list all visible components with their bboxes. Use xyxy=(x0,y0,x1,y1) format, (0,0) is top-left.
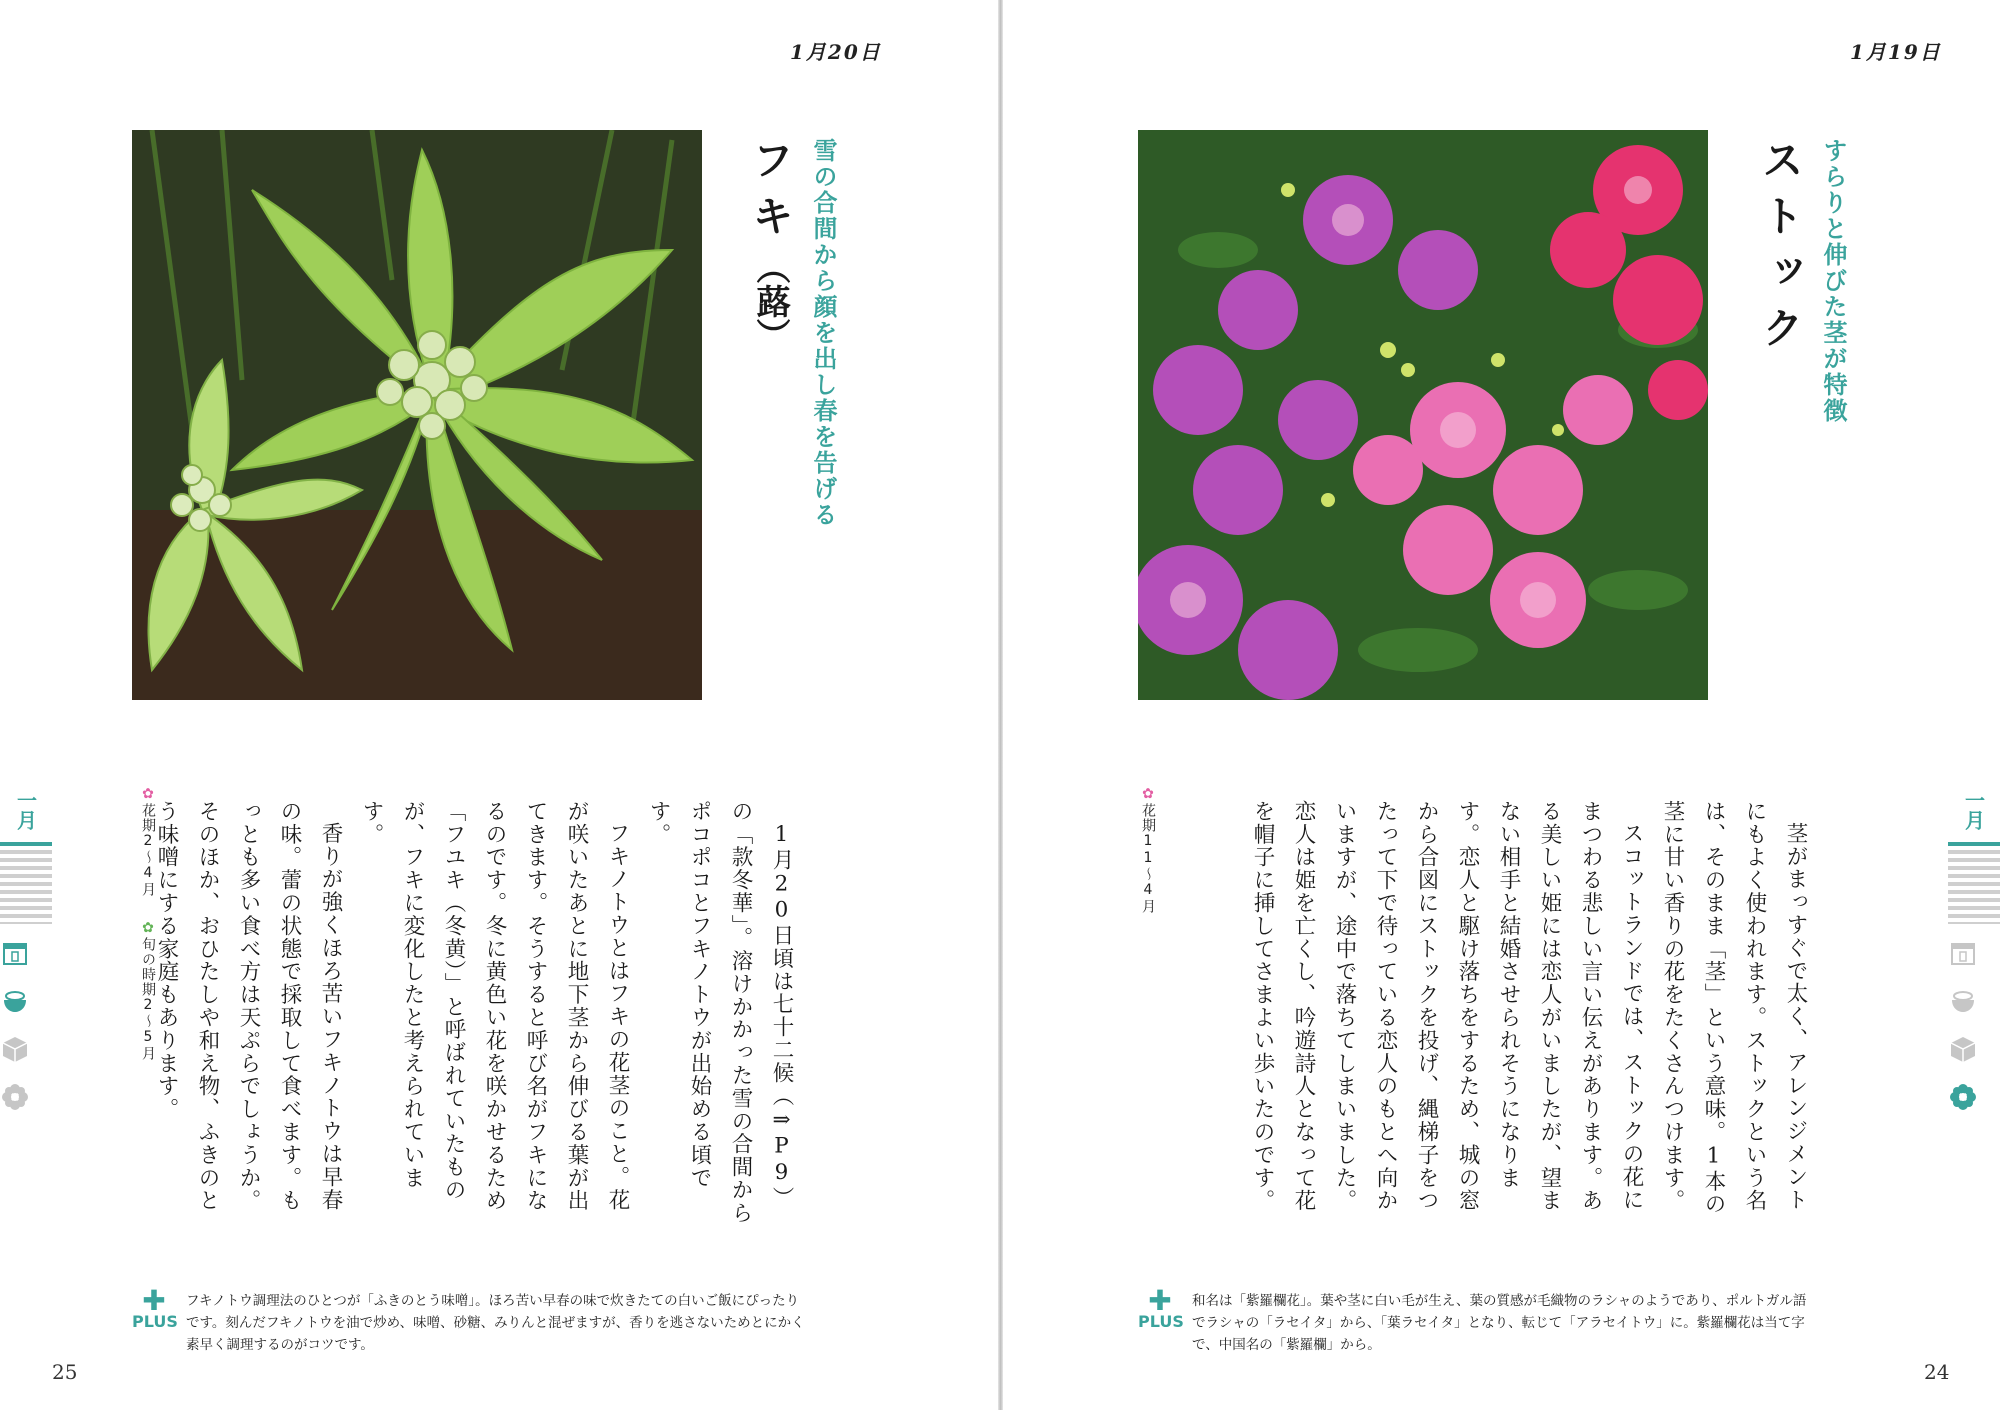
body-paragraph: フキノトウとはフキの花茎のこと。花が咲いたあとに地下茎から伸びる葉が出てきます。そうすると呼び名がフキになるのです。冬に黄色い花を咲かせるため「フユキ（冬黄）」と呼ばれていたものが、フキに変化したと考えられています。 xyxy=(359,800,630,1213)
fuki-photo xyxy=(132,130,702,700)
month-tab-bar xyxy=(0,842,52,846)
page-date: 1月20日 xyxy=(790,40,882,64)
plus-badge: ✚ PLUS xyxy=(1138,1284,1184,1331)
body-text xyxy=(1244,800,1816,1230)
month-thumb-index xyxy=(1948,790,2000,1116)
month-thumb-index xyxy=(0,790,52,1116)
stock-photo xyxy=(1138,130,1708,700)
right-page xyxy=(1004,0,2000,1410)
flower-mark-icon: ✿ xyxy=(1140,786,1156,803)
plus-icon: ✚ xyxy=(142,1284,166,1317)
page-title xyxy=(740,138,800,352)
rice-bowl-icon[interactable] xyxy=(0,986,30,1016)
calendar-icon[interactable] xyxy=(1948,938,1978,968)
title-kana: フキ xyxy=(746,138,795,250)
book-gutter xyxy=(998,0,1003,1410)
catch-copy: 雪の合間から顔を出し春を告げる xyxy=(809,138,837,528)
month-tab-label[interactable]: 一月 xyxy=(13,790,38,830)
plus-text: フキノトウ調理法のひとつが「ふきのとう味噌」。ほろ苦い早春の味で炊きたての白いご飯にぴったりです。刻んだフキノトウを油で炒め、味噌、砂糖、みりんと混ぜますが、香りを逃さないためとにかく素早く調理するのがコツです。 xyxy=(186,1293,805,1353)
body-text xyxy=(154,800,802,1230)
flower-period: ✿花期2〜4月 xyxy=(140,786,156,897)
calendar-icon[interactable] xyxy=(0,938,30,968)
month-tab-stripes xyxy=(0,850,52,924)
month-tab-bar xyxy=(1948,842,2000,846)
page-title: ストック xyxy=(1756,138,1805,362)
month-tab-stripes xyxy=(1948,850,2000,924)
flower-icon[interactable] xyxy=(1948,1082,1978,1112)
month-tab-label[interactable]: 一月 xyxy=(1961,790,1986,830)
catch-copy: すらりと伸びた茎が特徴 xyxy=(1819,138,1847,424)
body-paragraph: 香りが強くほろ苦いフキノトウは早春の味。蕾の状態で採取して食べます。もっとも多い食べ方は天ぷらでしょうか。そのほか、おひたしや和え物、ふきのとう味噌にする家庭もあります。 xyxy=(154,800,343,1213)
box-icon[interactable] xyxy=(1948,1034,1978,1064)
flower-mark-icon: ✿ xyxy=(140,786,156,803)
plus-note xyxy=(132,1284,812,1356)
season-period: ✿旬の時期2〜5月 xyxy=(140,920,156,1061)
body-paragraph: スコットランドでは、ストックの花にまつわる悲しい言い伝えがあります。ある美しい姫には恋人がいましたが、望まない相手と結婚させられそうになります。恋人と駆け落ちをするため、城の窓から合図にストックを投げ、縄梯子をつたって下で待っている恋人のもとへ向かいますが、途中で落ちてしまいました。恋人は姫を亡くし、吟遊詩人となって花を帽子に挿してさまよい歩いたのです。 xyxy=(1250,800,1644,1213)
box-icon[interactable] xyxy=(0,1034,30,1064)
flower-period: ✿花期11〜4月 xyxy=(1140,786,1156,914)
plus-badge: ✚ PLUS xyxy=(132,1284,178,1331)
body-paragraph: 茎がまっすぐで太く、アレンジメントにもよく使われます。ストックという名は、そのまま「茎」という意味。1本の茎に甘い香りの花をたくさんつけます。 xyxy=(1660,800,1808,1216)
rice-bowl-icon[interactable] xyxy=(1948,986,1978,1016)
leaf-mark-icon: ✿ xyxy=(140,920,156,937)
body-paragraph: 1月20日頃は七十二候（⇒P9）の「款冬華」。溶けかかった雪の合間からポコポコとフキノトウが出始める頃です。 xyxy=(646,800,794,1225)
page-date: 1月19日 xyxy=(1850,40,1942,64)
plus-text: 和名は「紫羅欄花」。葉や茎に白い毛が生え、葉の質感が毛織物のラシャのようであり、ポルトガル語でラシャの「ラセイタ」から、「葉ラセイタ」となり、転じて「アラセイトウ」に。紫羅欄花は当て字で、中国名の「紫羅欄」から。 xyxy=(1192,1293,1807,1353)
page-number: 25 xyxy=(52,1360,78,1384)
plus-icon: ✚ xyxy=(1148,1284,1172,1317)
page-number: 24 xyxy=(1924,1360,1950,1384)
flower-icon[interactable] xyxy=(0,1082,30,1112)
title-kanji: （蕗） xyxy=(750,250,790,352)
plus-note xyxy=(1138,1284,1818,1356)
